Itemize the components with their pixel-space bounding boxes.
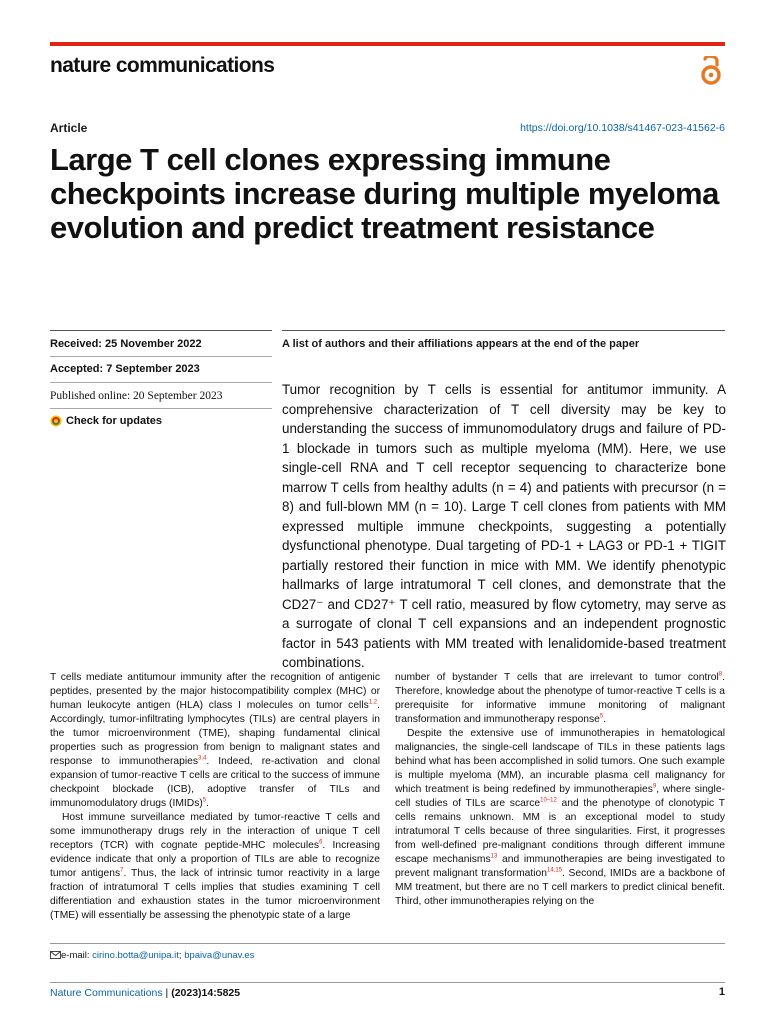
- meta-divider: [50, 356, 272, 357]
- doi-link[interactable]: https://doi.org/10.1038/s41467-023-41562-6: [520, 122, 725, 134]
- footer-citation: [50, 987, 240, 999]
- footer-rule: [50, 982, 725, 983]
- email-label: e-mail:: [61, 950, 93, 961]
- citation[interactable]: 1,2: [368, 699, 378, 706]
- body-paragraph: T cells mediate antitumour immunity after the recognition of antigenic peptides, presented by the major histocompatibility complex (MHC) or human leukocyte antigen (HLA) class I molecules on tumor cells$^{1,2}$. Accordingly, tumor-infiltrating lymphocytes (TILs) are central players in the tumor microenvironment (TME), shaping fundamental clinical properties such as progression from benign to malignant states and response to immunotherapies$^{3,4}$. Indeed, re-activation and clonal expansion of tumor-reactive T cells are critical to the success of immune checkpoint blockade (ICB), adoptive transfer of TILs and immunomodulatory drugs (IMIDs)$^5$.: [50, 672, 380, 809]
- body-paragraph: Despite the extensive use of immunotherapies in hematological malignancies, the single-cell landscape of TILs in these patients lags behind what has been accomplished in solid tumors. One such example is multiple myeloma (MM), an incurable plasma cell malignancy for which treatment is being redefined by immunotherapies$^9$, where single-cell studies of TILs are scarce$^{10-12}$ and the phenotype of clonotypic T cells remains unknown. MM is an exceptional model to study intratumoral T cells because of three singularities. First, it progresses from well-defined pre-malignant conditions through different immune escape mechanisms$^{13}$ and immunotherapies are being investigated to prevent malignant transformation$^{14,15}$. Second, IMIDs are a backbone of MM treatment, but there are no T cell markers to predict clinical benefit. Third, other immunotherapies relying on the: [395, 728, 726, 907]
- citation[interactable]: 6: [319, 839, 323, 846]
- journal-name: nature communications: [50, 54, 275, 77]
- envelope-icon: [50, 951, 61, 959]
- meta-divider: [50, 382, 272, 383]
- citation[interactable]: 5: [202, 797, 207, 804]
- citation[interactable]: 8: [718, 671, 723, 678]
- body-column-left: [50, 671, 380, 923]
- email-separator: ;: [178, 950, 185, 961]
- body-paragraph: number of bystander T cells that are irrelevant to tumor control$^8$. Therefore, knowledge about the phenotype of tumor-reactive T cells is a prerequisite for informative immune monitoring of malignant transformation and immunotherapy response$^5$.: [395, 671, 725, 725]
- meta-top-rule: [50, 330, 272, 331]
- footer-issue: (2023)14:5825: [171, 987, 241, 999]
- paper-title: Large T cell clones expressing immune checkpoints increase during multiple myeloma evolution and predict treatment resistance: [50, 142, 719, 245]
- citation[interactable]: 14,15: [547, 867, 563, 874]
- citation[interactable]: 5: [599, 713, 604, 720]
- accepted-date: Accepted: 7 September 2023: [50, 363, 200, 375]
- meta-divider: [50, 408, 272, 409]
- article-type: Article: [50, 121, 88, 135]
- footer-separator: |: [162, 987, 172, 999]
- check-updates-icon: [50, 415, 62, 427]
- page-number: 1: [718, 986, 725, 998]
- check-updates-label: Check for updates: [66, 415, 162, 427]
- correspondence-email: [50, 950, 254, 961]
- citation[interactable]: 13: [490, 853, 498, 860]
- citation[interactable]: 3,4: [198, 755, 207, 762]
- open-access-icon: [697, 56, 725, 86]
- body-paragraph: Host immune surveillance mediated by tumor-reactive T cells and some immunotherapy drugs rely in the interaction of unique T cell receptors (TCR) with cognate peptide-MHC molecules$^6$. Increasing evidence indicate that only a proportion of TILs are able to recognize tumor antigens$^7$. Thus, the lack of intrinsic tumor reactivity in a large fraction of intratumoral T cells implies that studies examining T cell differentiation and exhaustion states in the tumor microenvironment (TME) will essentially be assessing the phenotypic state of a large: [50, 812, 381, 921]
- email-link-1[interactable]: cirino.botta@unipa.it: [92, 950, 179, 961]
- abstract: Tumor recognition by T cells is essential for antitumor immunity. A comprehensive characterization of T cell diversity may be key to understanding the success of immunomodulatory drugs and failure of PD-1 blockade in tumors such as multiple myeloma (MM). Here, we use single-cell RNA and T cell receptor sequencing to characterize bone marrow T cells from healthy adults (n = 4) and patients with precursor (n = 8) and full-blown MM (n = 10). Large T cell clones from patients with MM expressed multiple immune checkpoints, suggesting a potentially dysfunctional phenotype. Dual targeting of PD-1 + LAG3 or PD-1 + TIGIT partially restored their function in mice with MM. We identify phenotypic hallmarks of large intratumoral T cell clones, and demonstrate that the CD27⁻ and CD27⁺ T cell ratio, measured by flow cytometry, may serve as a surrogate of clonal T cell expansions and an independent prognostic factor in 543 patients with MM treated with lenalidomide-based treatment combinations.: [282, 382, 726, 670]
- body-column-right: [395, 671, 725, 909]
- footer-journal-name[interactable]: Nature Communications: [50, 987, 163, 999]
- citation[interactable]: 9: [652, 783, 657, 790]
- authors-top-rule: [282, 330, 725, 331]
- email-link-2[interactable]: bpaiva@unav.es: [184, 950, 255, 961]
- header-rule: [50, 42, 725, 46]
- citation[interactable]: 7: [120, 867, 124, 874]
- received-date: Received: 25 November 2022: [50, 338, 202, 350]
- citation[interactable]: 10–12: [540, 797, 557, 804]
- published-date: Published online: 20 September 2023: [50, 390, 223, 402]
- authors-note: A list of authors and their affiliations appears at the end of the paper: [282, 338, 640, 350]
- footnote-rule: [50, 943, 725, 944]
- check-updates-button[interactable]: [50, 415, 162, 427]
